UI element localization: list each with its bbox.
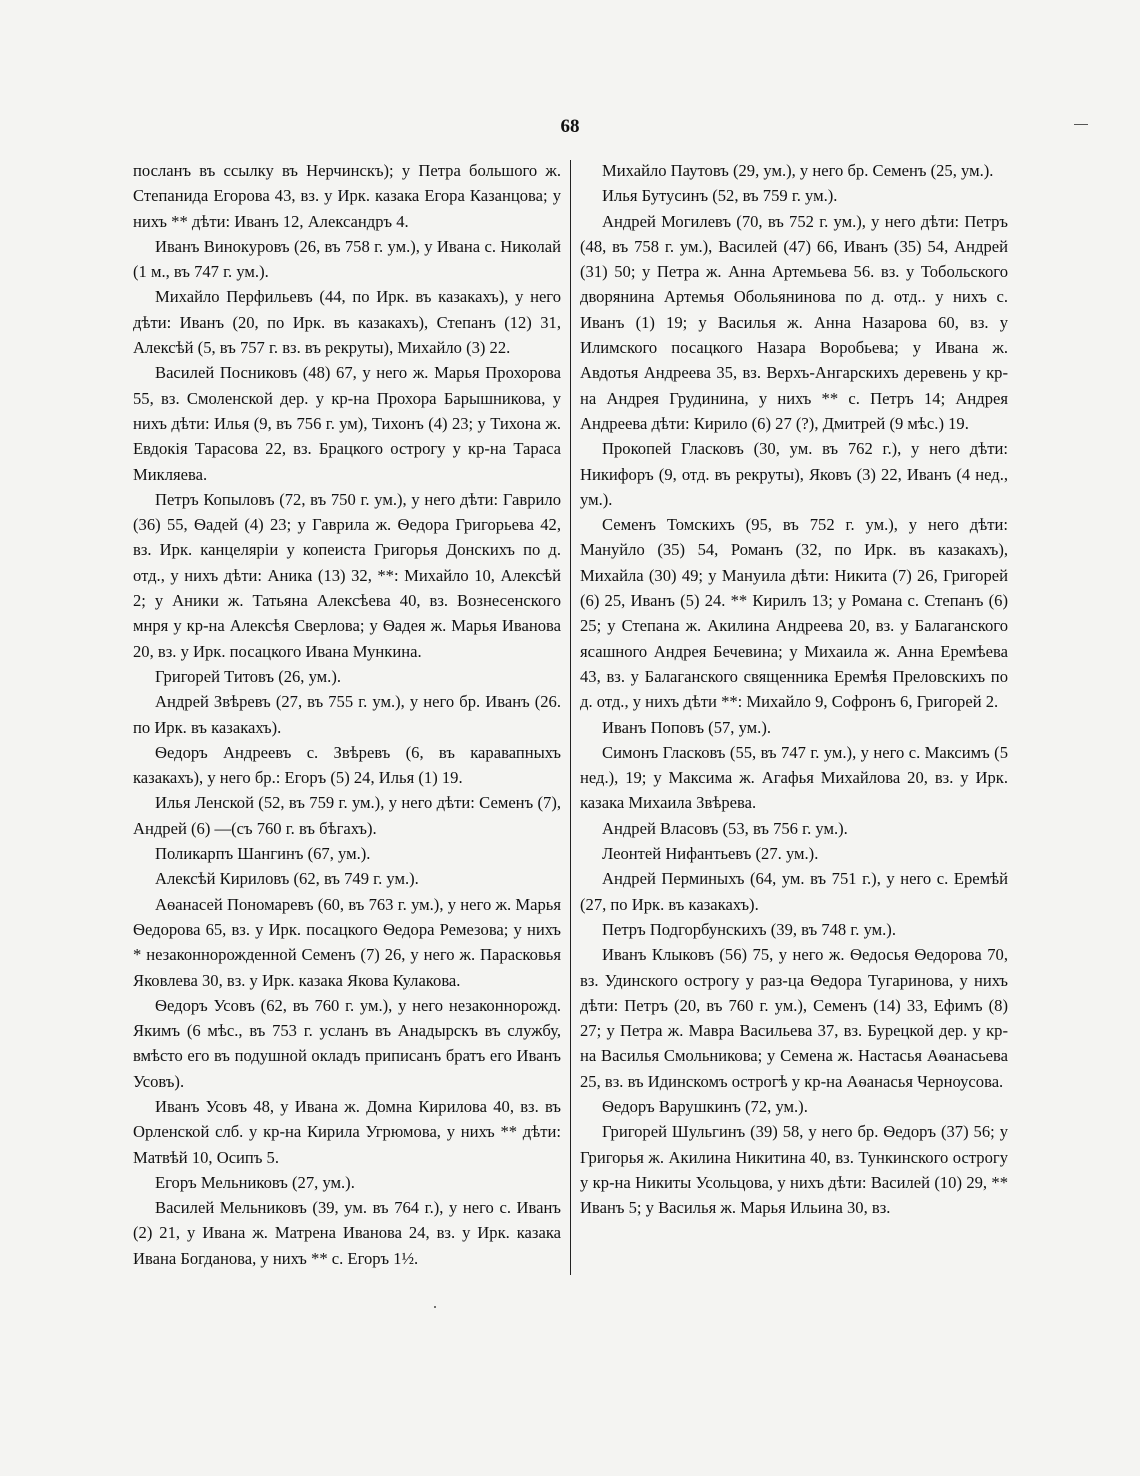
entry-paragraph: Илья Бутусинъ (52, въ 759 г. ум.). — [602, 186, 838, 206]
entry-paragraph: Григорей Шульгинъ (39) 58, у него бр. Ѳедоръ (37) 56; у Григорья ж. Акилина Никитина 40, вз. Тункинского острогу у кр-на Никиты Усольцова, у нихъ дѣти: Василей (10) 29, ** Иванъ 5; у Василья ж. Марья Ильина 30, вз. — [580, 1122, 1008, 1218]
entry-paragraph: Михайло Перфильевъ (44, по Ирк. въ казакахъ), у него дѣти: Иванъ (20, по Ирк. въ казакахъ), Степанъ (12) 31, Алексѣй (5, въ 757 г. вз. въ рекруты), Михайло (3) 22. — [133, 287, 561, 358]
entry-paragraph: Илья Ленской (52, въ 759 г. ум.), у него дѣти: Семенъ (7), Андрей (6) —(съ 760 г. въ бѣгахъ). — [133, 793, 561, 838]
entry-paragraph: Петръ Копыловъ (72, въ 750 г. ум.), у него дѣти: Гаврило (36) 55, Ѳадей (4) 23; у Гаврила ж. Ѳедора Григорьева 42, вз. Ирк. канцеляріи у копеиста Григорья Донскихъ по д. отд., у нихъ дѣти: Аника (13) 32, **: Михайло 10, Алексѣй 2; у Аники ж. Татьяна Алексѣева 40, вз. Вознесенского мнря у кр-на Алексѣя Сверлова; у Ѳадея ж. Марья Иванова 20, вз. у Ирк. посацкого Ивана Мункина. — [133, 489, 561, 661]
entry-paragraph: Прокопей Гласковъ (30, ум. въ 762 г.), у него дѣти: Никифоръ (9, отд. въ рекруты), Яковъ (3) 22, Иванъ (4 нед., ум.). — [580, 439, 1008, 509]
entry-paragraph: Ѳедоръ Варушкинъ (72, ум.). — [602, 1096, 808, 1116]
page-number: 68 — [560, 116, 580, 137]
entry-paragraph: Василей Посниковъ (48) 67, у него ж. Марья Прохорова 55, вз. Смоленской дер. у кр-на Прохора Барышникова, у нихъ дѣти: Илья (9, въ 756 г. ум), Тихонъ (4) 23; у Тихона ж. Евдокія Тарасова 22, вз. Брацкого острогу у кр-на Тараса Микляева. — [133, 363, 561, 484]
entry-paragraph: Григорей Титовъ (26, ум.). — [155, 666, 342, 686]
entry-paragraph: Петръ Подгорбунскихъ (39, въ 748 г. ум.). — [602, 919, 896, 939]
entry-paragraph: Семенъ Томскихъ (95, въ 752 г. ум.), у него дѣти: Мануйло (35) 54, Романъ (32, по Ирк. въ казакахъ), Михайла (30) 49; у Мануила дѣти: Никита (7) 26, Григорей (6) 25, Иванъ (5) 24. ** Кирилъ 13; у Романа с. Степанъ (6) 25; у Степана ж. Акилина Андреева 20, вз. у Балаганского ясашного Андрея Бечевина; у Михаила ж. Анна Еремѣева 43, вз. у Балаганского священника Еремѣя Преловскихъ по д. отд., у нихъ дѣти **: Михайло 9, Софронъ 6, Григорей 2. — [580, 515, 1008, 712]
entry-paragraph: Аѳанасей Пономаревъ (60, въ 763 г. ум.), у него ж. Марья Ѳедорова 65, вз. у Ирк. посацкого Ѳедора Ремезова; у нихъ * незаконнорожденной Семенъ (7) 26, у него ж. Парасковья Яковлева 30, вз. у Ирк. казака Якова Кулакова. — [133, 894, 561, 990]
entry-paragraph: посланъ въ ссылку въ Нерчинскъ); у Петра большого ж. Степанида Егорова 43, вз. у Ирк. казака Егора Казанцова; у нихъ ** дѣти: Иванъ 12, Александръ 4. — [133, 161, 561, 231]
entry-paragraph: Егоръ Мельниковъ (27, ум.). — [155, 1172, 355, 1192]
entry-paragraph: Ѳедоръ Усовъ (62, въ 760 г. ум.), у него незаконнорожд. Якимъ (6 мѣс., въ 753 г. усланъ въ Анадырскъ въ службу, вмѣсто его въ подушной окладъ приписанъ братъ его Иванъ Усовъ). — [133, 995, 561, 1091]
entry-paragraph: Ѳедоръ Андреевъ с. Звѣревъ (6, въ каравапныхъ казакахъ), у него бр.: Егоръ (5) 24, Илья (1) 19. — [133, 742, 561, 788]
entry-paragraph: Иванъ Винокуровъ (26, въ 758 г. ум.), у Ивана с. Николай (1 м., въ 747 г. ум.). — [133, 236, 561, 282]
left-column — [133, 158, 561, 1271]
corner-mark — [1074, 124, 1088, 125]
right-column — [580, 158, 1008, 1220]
entry-paragraph: Симонъ Гласковъ (55, въ 747 г. ум.), у него с. Максимъ (5 нед.), 19; у Максима ж. Агафья Михайлова 20, вз. у Ирк. казака Михаила Звѣрева. — [580, 742, 1008, 813]
speck — [434, 1306, 436, 1308]
entry-paragraph: Иванъ Клыковъ (56) 75, у него ж. Ѳедосья Ѳедорова 70, вз. Удинского острогу у раз-ца Ѳедора Тугаринова, у нихъ дѣти: Петръ (20, въ 760 г. ум.), Семенъ (14) 33, Ефимъ (8) 27; у Петра ж. Мавра Васильева 37, вз. Бурецкой дер. у кр-на Василья Смольникова; у Семена ж. Настасья Аѳанасьева 25, вз. въ Идинскомъ острогѣ у кр-на Аѳанасья Черноусова. — [580, 945, 1008, 1091]
column-divider — [570, 160, 571, 1275]
entry-paragraph: Василей Мельниковъ (39, ум. въ 764 г.), у него с. Иванъ (2) 21, у Ивана ж. Матрена Иванова 24, вз. у Ирк. казака Ивана Богданова, у нихъ ** с. Егоръ 1½. — [133, 1198, 561, 1268]
entry-paragraph: Иванъ Поповъ (57, ум.). — [602, 717, 771, 737]
entry-paragraph: Андрей Власовъ (53, въ 756 г. ум.). — [602, 818, 848, 838]
entry-paragraph: Леонтей Нифантьевъ (27. ум.). — [602, 844, 819, 864]
entry-paragraph: Андрей Могилевъ (70, въ 752 г. ум.), у него дѣти: Петръ (48, въ 758 г. ум.), Василей (47) 66, Иванъ (35) 54, Андрей (31) 50; у Петра ж. Анна Артемьева 56. вз. у Тобольского дворянина Артемья Обольянинова по д. отд.. у нихъ с. Иванъ (1) 19; у Василья ж. Анна Назарова 60, вз. у Илимского посацкого Назара Воробьева; у Ивана ж. Авдотья Андреева 35, вз. Верхъ-Ангарскихъ деревень у кр-на Андрея Грудинина, у нихъ ** с. Петръ 14; Андрея Андреева дѣти: Кирило (6) 27 (?), Дмитрей (9 мѣс.) 19. — [580, 211, 1008, 433]
entry-paragraph: Алексѣй Кириловъ (62, въ 749 г. ум.). — [155, 869, 419, 889]
entry-paragraph: Михайло Паутовъ (29, ум.), у него бр. Семенъ (25, ум.). — [602, 161, 994, 180]
entry-paragraph: Поликарпъ Шангинъ (67, ум.). — [155, 844, 371, 864]
entry-paragraph: Иванъ Усовъ 48, у Ивана ж. Домна Кирилова 40, вз. въ Орленской слб. у кр-на Кирила Угрюмова, у нихъ ** дѣти: Матвѣй 10, Осипъ 5. — [133, 1096, 561, 1167]
entry-paragraph: Андрей Звѣревъ (27, въ 755 г. ум.), у него бр. Иванъ (26. по Ирк. въ казакахъ). — [133, 692, 561, 737]
entry-paragraph: Андрей Перминыхъ (64, ум. въ 751 г.), у него с. Еремѣй (27, по Ирк. въ казакахъ). — [580, 869, 1008, 914]
